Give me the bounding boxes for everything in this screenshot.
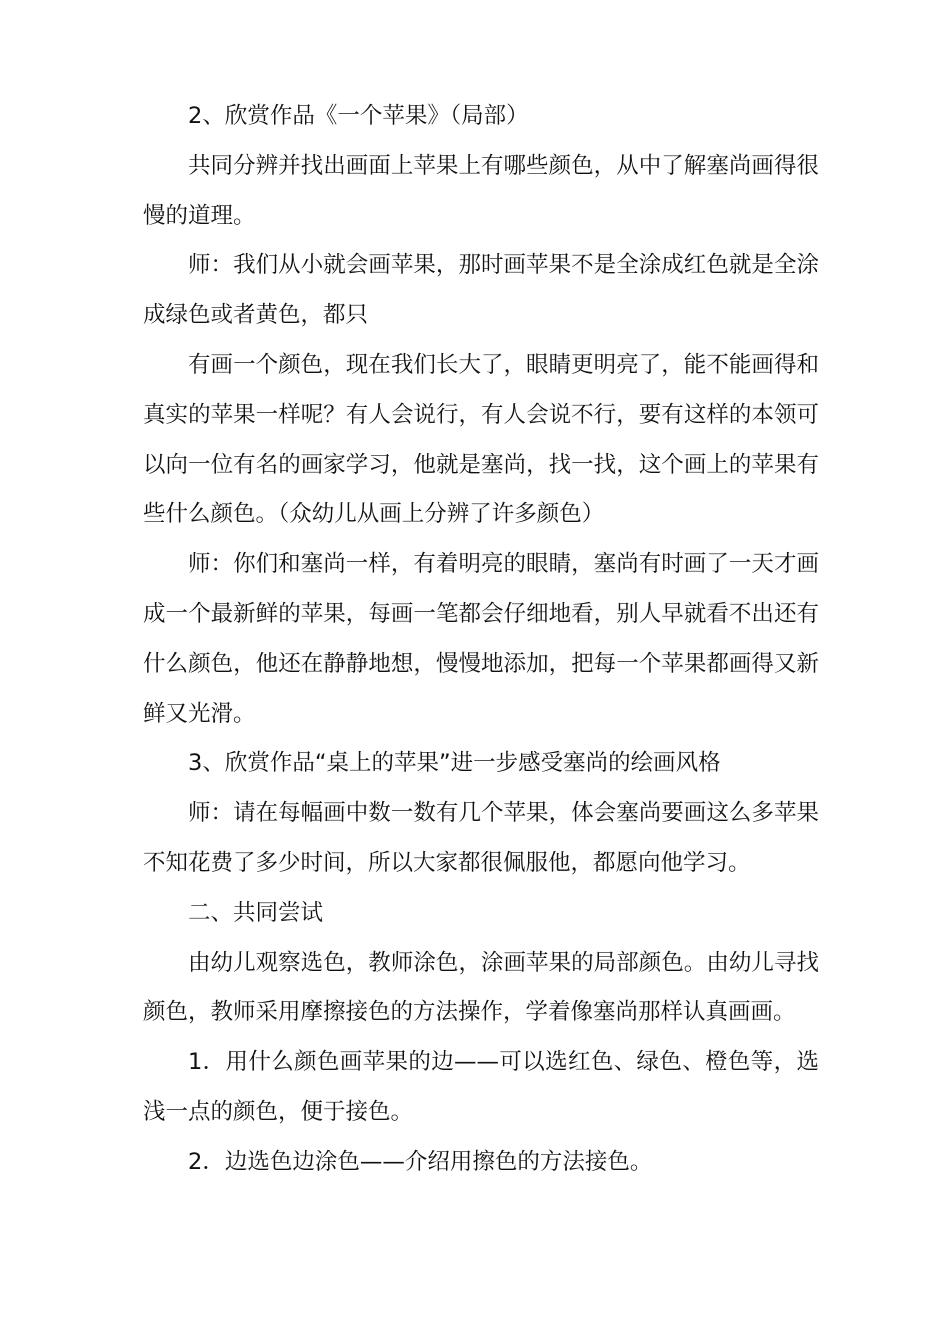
paragraph: 师：请在每幅画中数一数有几个苹果，体会塞尚要画这么多苹果不知花费了多少时间，所以大家都很佩服他，都愿向他学习。	[143, 800, 819, 876]
list-item: 2．边选色边涂色——介绍用擦色的方法接色。	[188, 1148, 653, 1175]
paragraph: 共同分辨并找出画面上苹果上有哪些颜色，从中了解塞尚画得很慢的道理。	[143, 152, 819, 229]
section-heading-appreciate-one-apple: 2、欣赏作品《一个苹果》（局部）	[188, 103, 529, 129]
section-heading-apples-on-table: 3、欣赏作品“桌上的苹果”进一步感受塞尚的绘画风格	[188, 750, 721, 777]
paragraph: 师：我们从小就会画苹果，那时画苹果不是全涂成红色就是全涂成绿色或者黄色，都只	[143, 252, 819, 329]
paragraph: 由幼儿观察选色，教师涂色，涂画苹果的局部颜色。由幼儿寻找颜色，教师采用摩擦接色的方法操作，学着像塞尚那样认真画画。	[143, 949, 819, 1026]
paragraph: 有画一个颜色，现在我们长大了，眼睛更明亮了，能不能画得和真实的苹果一样呢？有人会说行，有人会说不行，要有这样的本领可以向一位有名的画家学习，他就是塞尚，找一找，这个画上的苹果有些什么颜色。（众幼儿从画上分辨了许多颜色）	[143, 351, 819, 528]
document-body	[143, 92, 819, 1188]
list-item: 1．用什么颜色画苹果的边——可以选红色、绿色、橙色等，选浅一点的颜色，便于接色。	[143, 1049, 819, 1125]
paragraph: 师：你们和塞尚一样，有着明亮的眼睛，塞尚有时画了一天才画成一个最新鲜的苹果，每画一笔都会仔细地看，别人早就看不出还有什么颜色，他还在静静地想，慢慢地添加，把每一个苹果都画得又新鲜又光滑。	[143, 551, 819, 727]
section-heading-try-together: 二、共同尝试	[188, 899, 324, 926]
